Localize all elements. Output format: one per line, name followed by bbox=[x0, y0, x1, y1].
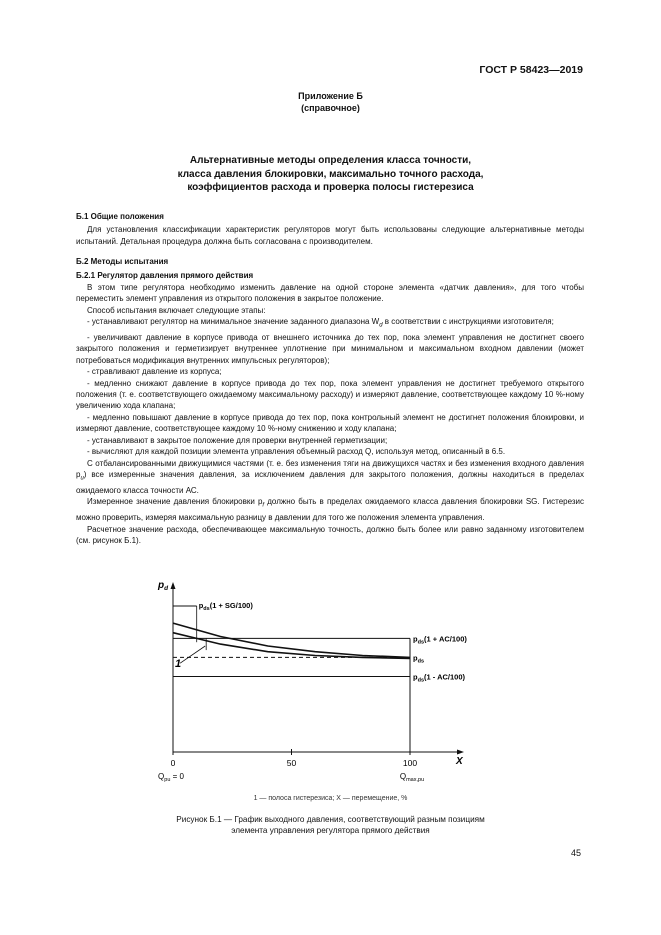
figure-caption bbox=[0, 814, 661, 836]
title-line: коэффициентов расхода и проверка полосы гистерезиса bbox=[187, 182, 474, 193]
x-axis-arrow bbox=[457, 750, 464, 755]
para-balanced: С отбалансированными движущимися частями (т. е. без изменения тяги на движущихся частях и без изменения входного давления $p_u$) все измеренные значения давления, за исключением давления для закрытого положения, должны находиться в пределах ожидаемого класса точности АС. bbox=[76, 458, 584, 495]
step-item: - стравливают давление из корпуса; bbox=[87, 367, 222, 377]
method-intro: Способ испытания включает следующие этапы: bbox=[87, 305, 266, 315]
annotation-leader bbox=[180, 646, 205, 663]
section-b2 bbox=[76, 256, 584, 547]
standard-number: ГОСТ Р 58423—2019 bbox=[479, 64, 583, 76]
step-item: - устанавливают регулятор на минимальное значение заданного диапазона $W_d$ в соответствии с инструкциями изготовителя; bbox=[87, 317, 554, 329]
para-flow: Расчетное значение расхода, обеспечивающее максимальную точность, должно быть более или равно заданному изготовителем (см. рисунок Б.1). bbox=[76, 524, 584, 546]
output-pressure-chart bbox=[140, 574, 480, 786]
section-b1 bbox=[76, 211, 584, 247]
title-line: Альтернативные методы определения класса точности, bbox=[189, 155, 472, 166]
reference-label: $p_{ds}(1 + SG/100)$ bbox=[198, 601, 253, 612]
chart-dynamic bbox=[158, 601, 467, 783]
para-lockup: Измеренное значение давления блокировки $p_f$ должно быть в пределах ожидаемого класса давления блокировки SG. Гистерезис можно проверить, измеряя максимальную разницу в давлении для того же положения элемента управления. bbox=[76, 497, 584, 523]
annex-title: Приложение Б bbox=[298, 91, 363, 101]
b1-text: Для установления классификации характеристик регуляторов могут быть использованы следующие альтернативные методы испытаний. Детальная процедура должна быть согласована с производителем. bbox=[76, 225, 584, 246]
document-title bbox=[80, 154, 581, 195]
page-number: 45 bbox=[570, 848, 581, 858]
x-sub-label: $Q_{max,pu}$ bbox=[399, 772, 425, 783]
y-axis-arrow bbox=[171, 582, 176, 589]
caption-line: элемента управления регулятора прямого действия bbox=[231, 826, 430, 835]
heading-b1: Б.1 Общие положения bbox=[76, 212, 164, 221]
x-tick-label: 50 bbox=[286, 758, 297, 768]
reference-label: $p_{ds}(1 + AC/100)$ bbox=[413, 634, 467, 646]
heading-b21: Б.2.1 Регулятор давления прямого действия bbox=[76, 271, 254, 281]
figure-legend: 1 — полоса гистерезиса; X — перемещение, % bbox=[253, 795, 408, 802]
caption-line: Рисунок Б.1 — График выходного давления, соответствующий разным позициям bbox=[176, 815, 485, 824]
title-line: класса давления блокировки, максимально точного расхода, bbox=[177, 168, 484, 180]
x-sub-label: $Q_{pu} = 0$ bbox=[158, 772, 184, 783]
series-line bbox=[173, 633, 410, 659]
step-item: - увеличивают давление в корпусе привода от внешнего источника до тех пор, пока элемент управления не достигнет своего закрытого положения и герметизирует внутреннее уплотнение при минимальном и максимальном входном давлении (может потребоваться модификация внутренних импульсных регуляторов); bbox=[76, 333, 584, 365]
annex-type: (справочное) bbox=[301, 103, 360, 113]
x-tick-label: 100 bbox=[402, 758, 418, 768]
step-item: - медленно повышают давление в корпусе привода до тех пор, пока контрольный элемент не достигнет положения блокировки, и измеряют давление, соответствующее каждому 10 %-ному снижению и ходу клапана; bbox=[76, 412, 584, 434]
step-item: - медленно снижают давление в корпусе привода до тех пор, пока элемент управления не достигнет требуемого открытого положения (т. е. соответствующего ожидаемому максимальному расходу) и измеряют давление, соответствующее каждому 10 %-ному увеличению хода клапана; bbox=[76, 378, 584, 411]
figure-b1 bbox=[140, 574, 480, 786]
x-tick-label: 0 bbox=[170, 758, 176, 768]
x-axis-label: X bbox=[456, 756, 463, 767]
series-line bbox=[173, 623, 410, 657]
step-item: - вычисляют для каждой позиции элемента управления объемный расход Q, используя метод, описанный в 6.5. bbox=[87, 447, 506, 457]
y-axis-label: $p_d$ bbox=[158, 580, 169, 592]
reference-label: $p_{ds}$ bbox=[413, 653, 425, 665]
reference-label: $p_{ds}(1 - AC/100)$ bbox=[413, 672, 465, 684]
b21-intro: В этом типе регулятора необходимо изменить давление на одной стороне элемента «датчик давления», для того чтобы переместить элемент управления из открытого положения в закрытое положение. bbox=[76, 282, 584, 304]
annotation-label: 1 bbox=[175, 657, 182, 670]
heading-b2: Б.2 Методы испытания bbox=[76, 257, 169, 266]
step-item: - устанавливают в закрытое положение для проверки внутренней герметизации; bbox=[87, 435, 388, 445]
